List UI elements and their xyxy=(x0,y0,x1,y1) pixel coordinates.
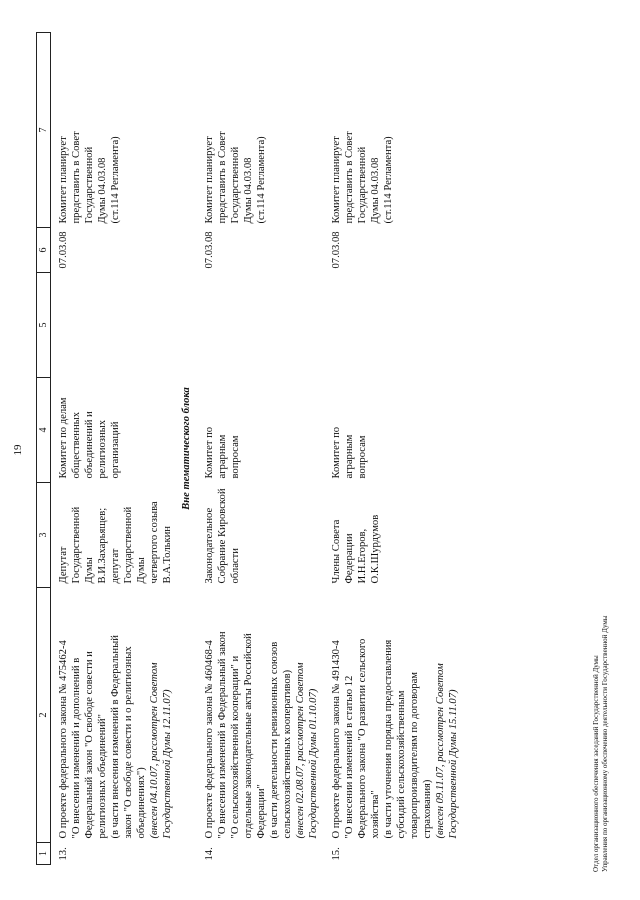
text-line: общественных xyxy=(71,411,82,479)
page-number: 19 xyxy=(12,444,24,456)
footer-line: Управления по организационному обеспечению деятельности Государственной Думы xyxy=(601,615,609,872)
committee-decision xyxy=(197,33,324,228)
bill-author xyxy=(51,483,179,588)
text-line: (внесен 02.08.07, рассмотрен Советом xyxy=(295,662,306,839)
bill-author xyxy=(197,483,324,588)
col-header: 5 xyxy=(37,273,51,378)
text-line: закон "О свободе совести и о религиозных xyxy=(123,646,134,839)
text-line: (ст.114 Регламента) xyxy=(256,136,267,224)
text-line: "О внесении изменений в статью 12 xyxy=(344,675,355,839)
date-cell: 07.03.08 xyxy=(331,231,342,269)
text-line: Государственной xyxy=(84,146,95,224)
text-line: В.И.Захарьящев; xyxy=(97,507,108,584)
table-row xyxy=(197,33,324,865)
table-row xyxy=(51,33,179,865)
text-line: страхования) xyxy=(422,779,433,839)
text-line: Комитет по xyxy=(204,426,215,479)
text-line: отдельные законодательные акты Российской xyxy=(243,633,254,839)
table-body xyxy=(51,33,465,865)
row-number: 14. xyxy=(204,847,215,861)
responsible-committee xyxy=(51,378,179,483)
text-line: представить в Совет xyxy=(344,131,355,224)
text-line: объединений и xyxy=(84,411,95,479)
text-line: Комитет по xyxy=(331,426,342,479)
col-header: 2 xyxy=(37,588,51,843)
date-cell: 07.03.08 xyxy=(58,231,69,269)
col-header: 7 xyxy=(37,33,51,228)
text-line: Государственной Думы 15.11.07) xyxy=(448,689,459,839)
committee-decision xyxy=(324,33,464,228)
text-line: Государственной xyxy=(123,506,134,584)
responsible-committee xyxy=(197,378,324,483)
text-line: О проекте федерального закона № 460468-4 xyxy=(204,640,215,839)
text-line: Комитет планирует xyxy=(331,136,342,224)
text-line: субсидий сельскохозяйственным xyxy=(396,690,407,839)
text-line: (в части уточнения порядка предоставления xyxy=(383,639,394,839)
text-line: области xyxy=(230,548,241,584)
block-heading: Вне тематического блока xyxy=(181,387,192,510)
text-line: О.К.Шурдумов xyxy=(370,514,381,584)
text-line: четвертого созыва xyxy=(149,501,160,584)
text-line: Думы 04.03.08 xyxy=(243,157,254,224)
text-line: религиозных объединений" xyxy=(97,714,108,839)
bill-description xyxy=(51,588,179,843)
text-line: сельскохозяйственных кооперативов) xyxy=(282,669,293,839)
text-line: Государственной Думы 01.10.07) xyxy=(308,688,319,839)
responsible-committee xyxy=(324,378,464,483)
bill-author xyxy=(324,483,464,588)
text-line: (внесен 09.11.07, рассмотрен Советом xyxy=(435,663,446,839)
date-cell: 07.03.08 xyxy=(204,231,215,269)
text-line: вопросам xyxy=(357,435,368,479)
text-line: депутат xyxy=(110,548,121,584)
text-line: Думы 04.03.08 xyxy=(97,157,108,224)
text-line: Государственной xyxy=(230,146,241,224)
text-line: аграрным xyxy=(217,434,228,479)
col-header: 4 xyxy=(37,378,51,483)
column-5 xyxy=(51,273,179,378)
text-line: организаций xyxy=(110,421,121,479)
column-5 xyxy=(197,273,324,378)
agenda-table xyxy=(36,32,464,865)
text-line: Федерации" xyxy=(256,784,267,839)
block-heading-row xyxy=(178,33,197,865)
text-line: О проекте федерального закона № 491430-4 xyxy=(331,640,342,839)
row-number: 15. xyxy=(331,847,342,861)
text-line: представить в Совет xyxy=(217,131,228,224)
text-line: представить в Совет xyxy=(71,131,82,224)
text-line: (внесен 04.10.07, рассмотрен Советом xyxy=(149,662,160,839)
text-line: Федерального закона "О развитии сельского xyxy=(357,638,368,839)
text-line: Комитет по делам xyxy=(58,397,69,479)
text-line: (в части деятельности ревизионных союзов xyxy=(269,641,280,839)
text-line: Думы xyxy=(136,557,147,584)
text-line: Комитет планирует xyxy=(58,136,69,224)
column-5 xyxy=(324,273,464,378)
text-line: вопросам xyxy=(230,435,241,479)
col-header: 1 xyxy=(37,843,51,865)
text-line: Федерации xyxy=(344,533,355,584)
text-line: религиозных xyxy=(97,419,108,479)
text-line: И.Н.Егоров, xyxy=(357,528,368,584)
text-line: Федеральный закон "О свободе совести и xyxy=(84,651,95,839)
text-line: Собрание Кировской xyxy=(217,488,228,584)
row-number: 13. xyxy=(58,847,69,861)
bill-description xyxy=(197,588,324,843)
text-line: "О внесении изменений в Федеральный закон xyxy=(217,631,228,839)
text-line: хозяйства" xyxy=(370,790,381,839)
text-line: В.А.Толькин xyxy=(162,526,173,584)
text-line: объединениях") xyxy=(136,767,147,839)
committee-decision xyxy=(51,33,179,228)
col-header: 3 xyxy=(37,483,51,588)
text-line: Депутат xyxy=(58,546,69,584)
footer xyxy=(592,616,610,872)
text-line: Государственной xyxy=(357,146,368,224)
text-line: Законодательное xyxy=(204,507,215,584)
text-line: аграрным xyxy=(344,434,355,479)
table-row xyxy=(324,33,464,865)
text-line: Члены Совета xyxy=(331,519,342,584)
text-line: "О внесении изменений и дополнений в xyxy=(71,657,82,839)
text-line: Комитет планирует xyxy=(204,136,215,224)
footer-line: Отдел организационного обеспечения заседаний Государственной Думы xyxy=(592,655,600,872)
text-line: (в части внесения изменений в Федеральный xyxy=(110,635,121,839)
col-header: 6 xyxy=(37,228,51,273)
text-line: Государственной Думы 12.11.07) xyxy=(162,689,173,839)
text-line: Государственной xyxy=(71,506,82,584)
text-line: Думы xyxy=(84,557,95,584)
text-line: "О сельскохозяйственной кооперации" и xyxy=(230,655,241,839)
text-line: (ст.114 Регламента) xyxy=(383,136,394,224)
bill-description xyxy=(324,588,464,843)
text-line: О проекте федерального закона № 475462-4 xyxy=(58,640,69,839)
text-line: (ст.114 Регламента) xyxy=(110,136,121,224)
header-row xyxy=(37,33,51,865)
text-line: товаропроизводителям по договорам xyxy=(409,672,420,839)
text-line: Думы 04.03.08 xyxy=(370,157,381,224)
